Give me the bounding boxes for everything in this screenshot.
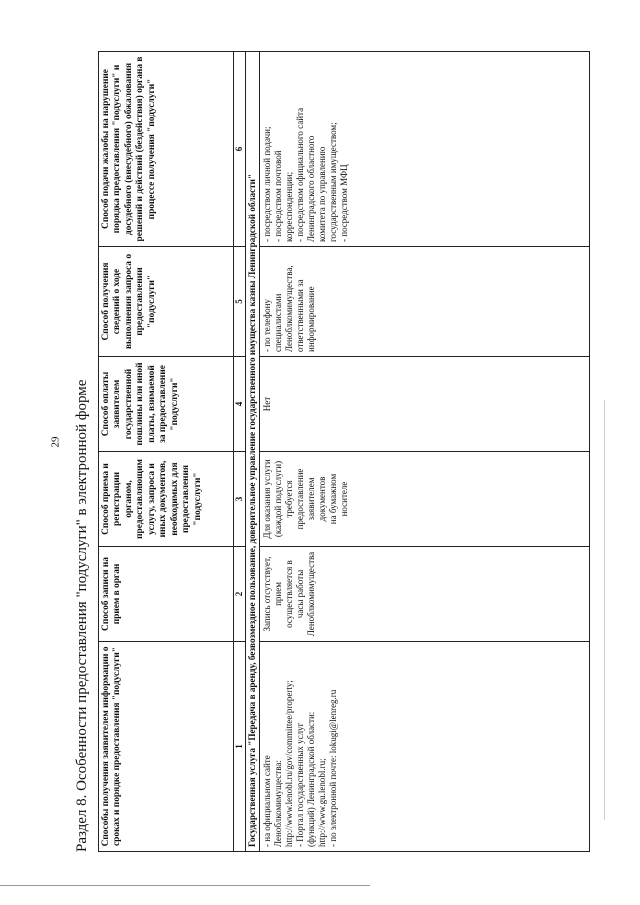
table-header-cell: Способ записи на прием в орган: [99, 547, 234, 642]
cell-line: Леноблкомимущества: [306, 551, 317, 637]
column-number-row: [234, 52, 246, 852]
cell-line: (каждой подуслуги): [273, 460, 284, 538]
services-table: [98, 51, 590, 852]
complaint-methods-cell: [260, 52, 590, 247]
page-number: 29: [49, 436, 62, 448]
status-info-cell: [260, 247, 590, 357]
column-number: 4: [234, 357, 246, 452]
table-header-cell: Способ оплаты заявителем государственной пошлины или иной платы, взимаемой за предоставление "подуслуги": [99, 357, 234, 452]
cell-line: часы работы: [295, 569, 306, 619]
request-reception-cell: [260, 452, 590, 547]
cell-line: ответственными за: [295, 279, 306, 352]
cell-line: комитета по управлению: [317, 146, 328, 242]
column-number: 2: [234, 547, 246, 642]
section-title: Раздел 8. Особенности предоставления "подуслуги" в электронной форме: [74, 379, 90, 852]
column-number: 3: [234, 452, 246, 547]
cell-line: - Портал государственных услуг: [295, 722, 306, 847]
table-header-cell: Способ подачи жалобы на нарушение порядка предоставления "подуслуги" и досудебного (внесудебного) обжалования решений и действий (бездействия) органа в процессе получения "подуслуги": [99, 52, 234, 247]
table-header-cell: Способ получения сведений о ходе выполнения запроса о предоставлении "подуслуги": [99, 247, 234, 357]
cell-line: государственным имуществом;: [328, 122, 338, 242]
rotated-page: [70, 52, 590, 852]
payment-method-cell: [260, 357, 590, 452]
table-header-row: [99, 52, 234, 852]
table-header-cell: Способ приема и регистрации органом, предоставляющим услугу, запроса и иных документов, необходимых для предоставления "подуслуги": [99, 452, 234, 547]
info-methods-cell: [260, 642, 590, 852]
cell-line: Для оказания услуги: [262, 459, 273, 539]
cell-line: http://www.gu.lenobl.ru;: [317, 758, 328, 847]
cell-line: корреспонденции;: [284, 171, 295, 242]
cell-line: информирование: [306, 286, 317, 352]
cell-line: - посредством МФЦ: [338, 164, 349, 242]
cell-line: требуется: [284, 480, 295, 518]
cell-line: - по электронной почте: lokugi@lenreg.ru: [328, 689, 338, 847]
appointment-cell: [260, 547, 590, 642]
cell-line: http://www.lenobl.ru/gov/committee/property;: [284, 680, 295, 847]
cell-line: на бумажном носителе: [328, 473, 349, 525]
cell-line: (функций) Ленинградской области:: [306, 711, 317, 847]
cell-line: предоставление: [295, 468, 306, 530]
cell-line: - посредством личной подачи;: [262, 126, 273, 242]
cell-line: - посредством официального сайта: [295, 107, 306, 242]
cell-line: специалистами: [273, 293, 284, 352]
bottom-rule: [0, 885, 370, 886]
cell-line: осуществляется в: [284, 560, 295, 628]
table-header-cell: Способы получения заявителем информации о сроках и порядке предоставления "подуслуги": [99, 642, 234, 852]
cell-line: - посредством почтовой: [273, 150, 284, 242]
cell-line: Леноблкомимущества,: [284, 265, 295, 352]
service-name: Государственная услуга "Передача в аренду, безвозмездное пользование, доверительное управление государственного имущества казны Ленинградской области": [245, 52, 259, 852]
cell-line: прием: [273, 582, 284, 606]
cell-line: Ленинградского областного: [306, 135, 317, 242]
column-number: 1: [234, 642, 246, 852]
cell-line: Леноблкомимущества:: [273, 760, 284, 847]
table-row: [260, 52, 590, 852]
cell-line: - по телефону: [262, 299, 273, 352]
column-number: 6: [234, 52, 246, 247]
column-number: 5: [234, 247, 246, 357]
cell-line: Нет: [262, 396, 273, 412]
cell-line: Запись отсутствует,: [262, 556, 273, 632]
cell-line: заявителем документов: [306, 476, 328, 522]
cell-line: - на официальном сайте: [262, 755, 273, 847]
scan-edge-line: [604, 400, 605, 820]
service-name-row: [245, 52, 259, 852]
